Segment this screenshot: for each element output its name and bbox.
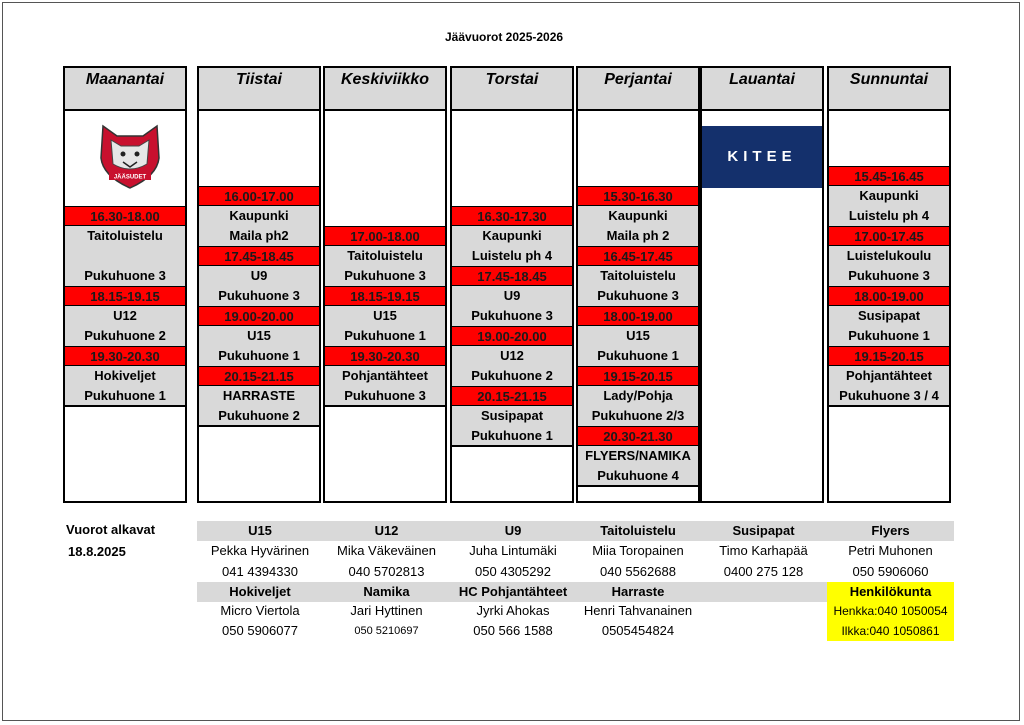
day-column-maanantai bbox=[63, 66, 187, 503]
time-slot: 15.30-16.30 bbox=[578, 186, 698, 206]
contact-team: U9 bbox=[450, 521, 576, 541]
time-slot: 16.30-17.30 bbox=[452, 206, 572, 226]
room-label: Pukuhuone 2/3 bbox=[578, 406, 698, 426]
day-header: Lauantai bbox=[702, 68, 822, 111]
contact-team: Harraste bbox=[576, 582, 700, 602]
room-label: Pukuhuone 3 bbox=[84, 268, 166, 283]
time-slot: 19.15-20.15 bbox=[578, 366, 698, 386]
contact-phone: 050 566 1588 bbox=[473, 623, 553, 638]
staff-line: Henkka:040 1050054 bbox=[827, 601, 954, 621]
time-slot: 15.45-16.45 bbox=[829, 166, 949, 186]
contact-name: Petri Muhonen bbox=[848, 543, 933, 558]
room-label: Maila ph2 bbox=[199, 226, 319, 246]
room-label: Pukuhuone 3 bbox=[829, 266, 949, 286]
team-label: Kaupunki bbox=[578, 206, 698, 226]
team-label: Pohjantähteet bbox=[829, 366, 949, 386]
schedule-end-line bbox=[65, 405, 185, 407]
time-slot: 19.30-20.30 bbox=[65, 346, 185, 366]
team-label: HARRASTE bbox=[199, 386, 319, 406]
team-label: Kaupunki bbox=[829, 186, 949, 206]
contact-phone: 0400 275 128 bbox=[723, 564, 804, 579]
room-label: Pukuhuone 2 bbox=[199, 406, 319, 426]
time-slot: 20.30-21.30 bbox=[578, 426, 698, 446]
contact-phone: 050 5906060 bbox=[852, 564, 929, 579]
team-label: Luistelukoulu bbox=[829, 246, 949, 266]
contact-phone: 050 4305292 bbox=[475, 564, 551, 579]
team-label: Kaupunki bbox=[199, 206, 319, 226]
schedule-end-line bbox=[199, 425, 319, 427]
time-slot: 17.45-18.45 bbox=[452, 266, 572, 286]
time-slot: 20.15-21.15 bbox=[199, 366, 319, 386]
time-slot: 20.15-21.15 bbox=[452, 386, 572, 406]
time-slot: 17.00-18.00 bbox=[325, 226, 445, 246]
contact-team: Susipapat bbox=[700, 521, 827, 541]
time-slot: 16.00-17.00 bbox=[199, 186, 319, 206]
contact-name: Henri Tahvanainen bbox=[583, 603, 693, 618]
room-label: Pukuhuone 2 bbox=[452, 366, 572, 386]
time-slot: 16.30-18.00 bbox=[65, 206, 185, 226]
room-label: Pukuhuone 1 bbox=[829, 326, 949, 346]
time-slot: 18.00-19.00 bbox=[829, 286, 949, 306]
day-column-keskiviikko bbox=[323, 66, 447, 503]
start-label: Vuorot alkavat bbox=[66, 522, 156, 537]
schedule-end-line bbox=[578, 485, 698, 487]
team-label: U12 bbox=[65, 306, 185, 326]
room-label: Luistelu ph 4 bbox=[829, 206, 949, 226]
staff-line: Ilkka:040 1050861 bbox=[827, 621, 954, 641]
time-slot: 19.00-20.00 bbox=[452, 326, 572, 346]
day-header: Tiistai bbox=[199, 68, 319, 111]
contact-phone: 0505454824 bbox=[601, 623, 675, 638]
schedule-end-line bbox=[325, 405, 445, 407]
day-column-perjantai bbox=[576, 66, 700, 503]
slot-spacer bbox=[65, 246, 185, 266]
team-label: U15 bbox=[199, 326, 319, 346]
schedule-end-line bbox=[452, 445, 572, 447]
contact-phone: 040 5562688 bbox=[600, 564, 676, 579]
contact-team: U15 bbox=[197, 521, 323, 541]
kitee-logo: KITEE bbox=[702, 126, 822, 188]
contact-name: Micro Viertola bbox=[220, 603, 300, 618]
contact-phone: 040 5702813 bbox=[348, 564, 425, 579]
schedule-end-line bbox=[829, 405, 949, 407]
contact-phone: 050 5210697 bbox=[354, 625, 419, 637]
time-slot: 18.15-19.15 bbox=[65, 286, 185, 306]
room-label: Pukuhuone 1 bbox=[65, 386, 185, 406]
team-label: Taitoluistelu bbox=[578, 266, 698, 286]
team-label: Susipapat bbox=[829, 306, 949, 326]
contact-team: Namika bbox=[323, 582, 450, 602]
time-slot: 18.00-19.00 bbox=[578, 306, 698, 326]
day-header: Perjantai bbox=[578, 68, 698, 111]
time-slot: 17.45-18.45 bbox=[199, 246, 319, 266]
time-slot: 18.15-19.15 bbox=[325, 286, 445, 306]
contact-team: U12 bbox=[323, 521, 450, 541]
room-label: Pukuhuone 3 bbox=[578, 286, 698, 306]
contact-team: Taitoluistelu bbox=[576, 521, 700, 541]
contact-name: Jyrki Ahokas bbox=[476, 603, 550, 618]
contact-phone: 050 5906077 bbox=[222, 623, 298, 638]
time-slot: 19.30-20.30 bbox=[325, 346, 445, 366]
day-column-lauantai bbox=[700, 66, 824, 503]
room-label: Pukuhuone 1 bbox=[578, 346, 698, 366]
day-column-torstai bbox=[450, 66, 574, 503]
contact-name: Pekka Hyvärinen bbox=[210, 543, 310, 558]
day-header: Sunnuntai bbox=[829, 68, 949, 111]
contact-name: Mika Väkeväinen bbox=[337, 543, 436, 558]
room-label: Pukuhuone 1 bbox=[452, 426, 572, 446]
contact-name: Jari Hyttinen bbox=[350, 603, 423, 618]
team-label: Susipapat bbox=[452, 406, 572, 426]
room-label: Pukuhuone 3 bbox=[325, 386, 445, 406]
room-label: Pukuhuone 3 bbox=[325, 266, 445, 286]
room-label: Pukuhuone 1 bbox=[199, 346, 319, 366]
day-header: Torstai bbox=[452, 68, 572, 111]
time-slot: 17.00-17.45 bbox=[829, 226, 949, 246]
team-label: Pohjantähteet bbox=[325, 366, 445, 386]
team-label: Kaupunki bbox=[452, 226, 572, 246]
team-label: FLYERS/NAMIKA bbox=[578, 446, 698, 466]
contact-team: HC Pohjantähteet bbox=[450, 582, 576, 602]
svg-text:JÄÄSUDET: JÄÄSUDET bbox=[113, 174, 147, 181]
day-header: Maanantai bbox=[65, 68, 185, 111]
team-label: U9 bbox=[199, 266, 319, 286]
time-slot: 19.15-20.15 bbox=[829, 346, 949, 366]
jaasudet-logo-icon bbox=[95, 120, 165, 190]
team-label: Hokiveljet bbox=[65, 366, 185, 386]
day-column-sunnuntai bbox=[827, 66, 951, 503]
staff-title: Henkilökunta bbox=[827, 582, 954, 602]
time-slot: 19.00-20.00 bbox=[199, 306, 319, 326]
room-label: Pukuhuone 4 bbox=[578, 466, 698, 486]
time-slot: 16.45-17.45 bbox=[578, 246, 698, 266]
room-label: Pukuhuone 3 / 4 bbox=[829, 386, 949, 406]
room-label: Pukuhuone 1 bbox=[325, 326, 445, 346]
contact-phone: 041 4394330 bbox=[222, 564, 298, 579]
day-column-tiistai bbox=[197, 66, 321, 503]
contact-team: Hokiveljet bbox=[197, 582, 323, 602]
room-label: Pukuhuone 3 bbox=[199, 286, 319, 306]
team-label: Taitoluistelu bbox=[87, 228, 163, 243]
contact-name: Miia Toropainen bbox=[592, 543, 684, 558]
team-label: Lady/Pohja bbox=[578, 386, 698, 406]
team-label: Taitoluistelu bbox=[325, 246, 445, 266]
team-label: U15 bbox=[325, 306, 445, 326]
page-title: Jäävuorot 2025-2026 bbox=[445, 30, 564, 44]
room-label: Pukuhuone 2 bbox=[65, 326, 185, 346]
team-label: U15 bbox=[578, 326, 698, 346]
contact-team: Flyers bbox=[827, 521, 954, 541]
contact-name: Juha Lintumäki bbox=[469, 543, 557, 558]
team-label: U9 bbox=[452, 286, 572, 306]
room-label: Pukuhuone 3 bbox=[452, 306, 572, 326]
day-header: Keskiviikko bbox=[325, 68, 445, 111]
contact-team-empty bbox=[700, 582, 827, 602]
room-label: Luistelu ph 4 bbox=[452, 246, 572, 266]
start-date: 18.8.2025 bbox=[68, 544, 126, 559]
room-label: Maila ph 2 bbox=[578, 226, 698, 246]
contact-name: Timo Karhapää bbox=[719, 543, 808, 558]
team-label: U12 bbox=[452, 346, 572, 366]
